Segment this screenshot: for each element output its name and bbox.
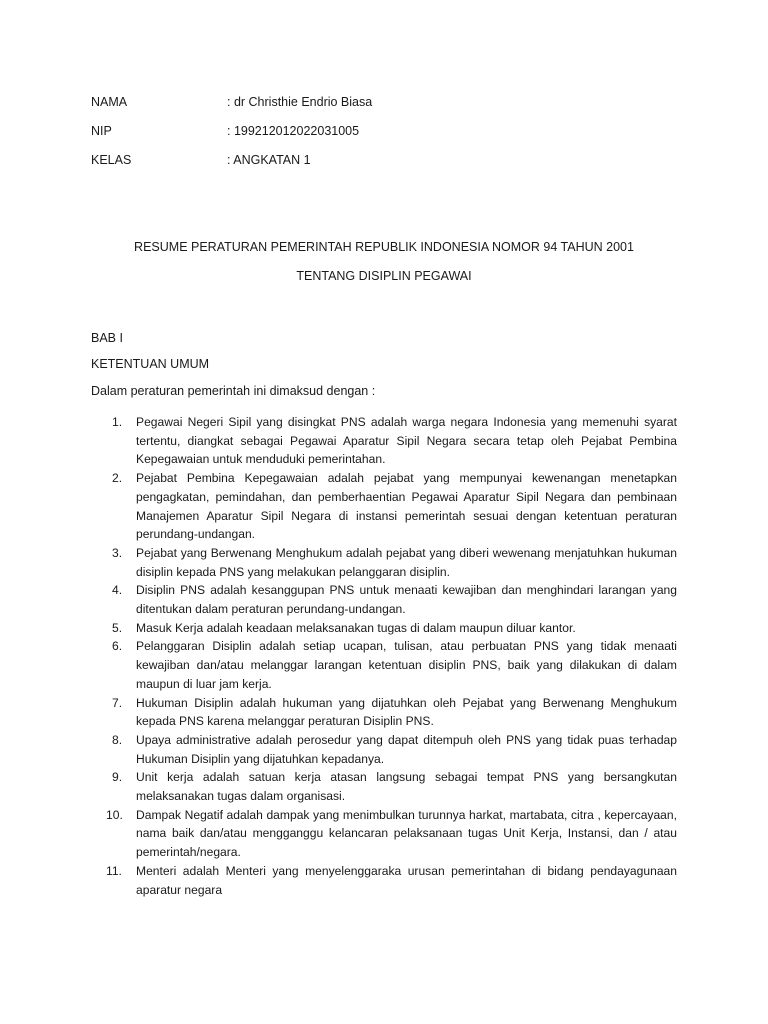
list-item	[91, 862, 677, 899]
list-item	[91, 469, 677, 544]
list-item	[91, 694, 677, 731]
list-item-number: 2.	[112, 471, 123, 486]
list-item-number: 1.	[112, 415, 123, 429]
list-item-number: 11.	[106, 863, 122, 878]
list-item-text: Pejabat Pembina Kepegawaian adalah pejabat yang mempunyai kewenangan menetapkan pengagkatan, pemindahan, dan pemberhaentian Pegawai Aparatur Sipil Negara dan pembinaan Manajemen Aparatur Sipil Negara di instansi pemerintah sesuai dengan ketentuan peraturan perundang-undangan.	[136, 471, 677, 542]
nama-row	[91, 94, 372, 110]
list-item-text: Pegawai Negeri Sipil yang disingkat PNS adalah warga negara Indonesia yang memenuhi syarat tertentu, diangkat sebagai Pegawai Aparatur Sipil Negara secara tetap oleh Pejabat Pembina Kepegawaian untuk menduduki pemerintahan.	[136, 415, 677, 467]
kelas-row	[91, 152, 311, 168]
chapter-heading: KETENTUAN UMUM	[91, 357, 210, 371]
list-item-number: 4.	[112, 583, 123, 598]
list-item-number: 9.	[112, 770, 123, 785]
list-item	[91, 806, 677, 862]
list-item-number: 7.	[112, 695, 123, 710]
list-item-number: 10.	[106, 807, 123, 822]
kelas-label: KELAS	[91, 153, 132, 167]
list-item-number: 3.	[112, 545, 123, 560]
list-item-text: Dampak Negatif adalah dampak yang menimbulkan turunnya harkat, martabata, citra , kepercayaan, nama baik dan/atau mengganggu kelancaran pelaksanaan tugas Unit Kerja, Instansi, dan / atau pemerintah/negara.	[136, 807, 677, 860]
list-item-text: Pelanggaran Disiplin adalah setiap ucapan, tulisan, atau perbuatan PNS yang tidak menaati kewajiban dan/atau melanggar larangan ketentuan disiplin PNS, baik yang dilakukan di dalam maupun di luar jam kerja.	[136, 639, 677, 691]
nip-row	[91, 123, 359, 139]
definition-list	[91, 413, 677, 899]
nama-value: : dr Christhie Endrio Biasa	[227, 95, 373, 109]
chapter-intro: Dalam peraturan pemerintah ini dimaksud dengan :	[91, 384, 376, 398]
document-title: RESUME PERATURAN PEMERINTAH REPUBLIK INDONESIA NOMOR 94 TAHUN 2001	[134, 240, 634, 254]
list-item-number: 5.	[112, 620, 123, 635]
list-item-text: Disiplin PNS adalah kesanggupan PNS untuk menaati kewajiban dan menghindari larangan yang ditentukan dalam peraturan perundang-undangan.	[136, 583, 677, 617]
list-item	[91, 581, 677, 618]
list-item-number: 8.	[112, 732, 123, 747]
list-item	[91, 619, 677, 638]
list-item-text: Menteri adalah Menteri yang menyelenggaraka urusan pemerintahan di bidang pendayagunaan aparatur negara	[136, 863, 677, 897]
nip-label: NIP	[91, 124, 112, 138]
list-item-number: 6.	[112, 639, 123, 654]
list-item-text: Hukuman Disiplin adalah hukuman yang dijatuhkan oleh Pejabat yang Berwenang Menghukum kepada PNS karena melanggar peraturan Disiplin PNS.	[136, 695, 677, 729]
document-subtitle: TENTANG DISIPLIN PEGAWAI	[296, 269, 472, 283]
list-item	[91, 637, 677, 693]
kelas-value: : ANGKATAN 1	[227, 153, 311, 167]
list-item	[91, 731, 677, 768]
list-item-text: Upaya administrative adalah perosedur yang dapat ditempuh oleh PNS yang tidak puas terhadap Hukuman Disiplin yang dijatuhkan kepadanya.	[136, 732, 677, 766]
list-item	[91, 413, 677, 469]
list-item-text: Pejabat yang Berwenang Menghukum adalah pejabat yang diberi wewenang menjatuhkan hukuman disiplin kepada PNS yang melakukan pelanggaran disiplin.	[136, 545, 677, 579]
list-item	[91, 768, 677, 805]
list-item-text: Unit kerja adalah satuan kerja atasan langsung sebagai tempat PNS yang bersangkutan melaksanakan tugas dalam organisasi.	[136, 770, 677, 804]
nip-value: : 199212012022031005	[227, 124, 360, 138]
nama-label: NAMA	[91, 95, 128, 109]
list-item	[91, 544, 677, 581]
chapter-number: BAB I	[91, 331, 123, 345]
list-item-text: Masuk Kerja adalah keadaan melaksanakan tugas di dalam maupun diluar kantor.	[136, 620, 576, 635]
